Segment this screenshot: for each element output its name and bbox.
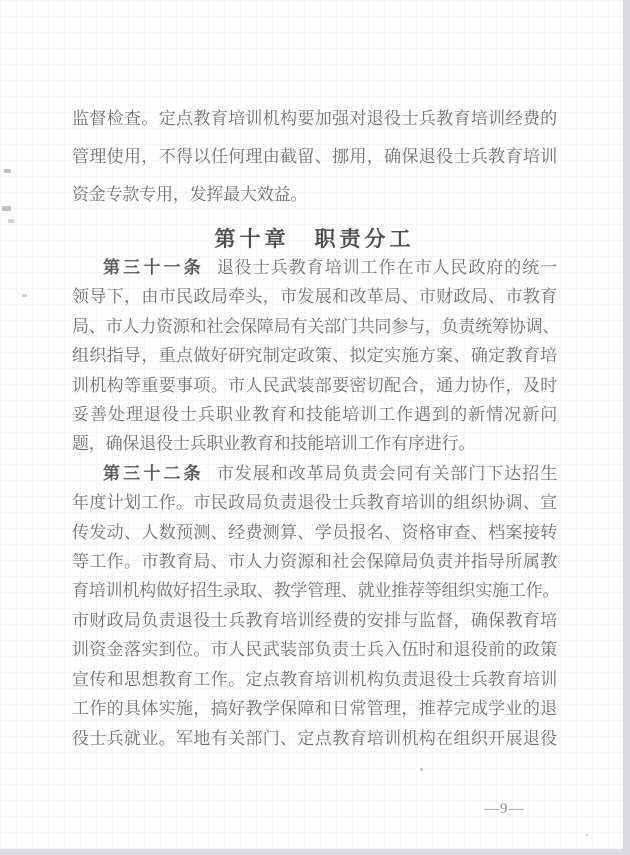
- text-line: 妥善处理退役士兵职业教育和技能培训工作遇到的新情况新问: [72, 405, 557, 425]
- page-edge-bottom: [0, 849, 630, 855]
- scan-speck: [585, 834, 589, 836]
- article-32-first-line: 市发展和改革局负责会同有关部门下达招生: [216, 463, 557, 483]
- scan-speck: [8, 219, 14, 223]
- text-line: 局、市人力资源和社会保障局有关部门共同参与，负责统筹协调、: [72, 316, 560, 336]
- scan-speck: [2, 206, 11, 211]
- text-line: 题，确保退役士兵职业教育和技能培训工作有序进行。: [72, 434, 476, 454]
- text-line: 传发动、人数预测、经费测算、学员报名、资格审查、档案接转: [72, 522, 557, 542]
- text-line: 管理使用，不得以任何理由截留、挪用，确保退役士兵教育培训: [72, 147, 557, 166]
- text-line: 工作的具体实施，搞好教学保障和日常管理，推荐完成学业的退: [72, 699, 557, 719]
- text-line: 役士兵就业。军地有关部门、定点教育培训机构在组织开展退役: [72, 728, 557, 748]
- text-line: 训资金落实到位。市人民武装部负责士兵入伍时和退役前的政策: [72, 640, 557, 660]
- page-edge-right: [623, 0, 630, 855]
- text-line: 组织指导，重点做好研究制定政策、拟定实施方案、确定教育培: [72, 346, 557, 366]
- chapter-heading: 第十章 职责分工: [214, 227, 415, 251]
- text-line: [72, 253, 557, 282]
- text-line: 领导下，由市民政局牵头，市发展和改革局、市财政局、市教育: [72, 287, 557, 307]
- continuation-paragraph: [72, 100, 557, 214]
- scan-speck: [22, 294, 27, 297]
- text-line: 育培训机构做好招生录取、教学管理、就业推荐等组织实施工作。: [72, 581, 560, 601]
- body-text: [72, 253, 560, 753]
- text-line: 市财政局负责退役士兵教育培训经费的安排与监督，确保教育培: [72, 610, 557, 630]
- text-line: 宣传和思想教育工作。定点教育培训机构负责退役士兵教育培训: [72, 669, 557, 689]
- article-31-first-line: 退役士兵教育培训工作在市人民政府的统一: [216, 258, 557, 277]
- page-number: —9—: [484, 801, 525, 817]
- text-line: 训机构等重要事项。市人民武装部要密切配合，通力协作，及时: [72, 375, 557, 395]
- text-line: 资金专款专用，发挥最大效益。: [72, 185, 308, 204]
- scan-speck: [420, 768, 423, 771]
- text-line: [72, 459, 557, 488]
- text-line: 等工作。市教育局、市人力资源和社会保障局负责并指导所属教: [72, 552, 557, 572]
- article-number-32: 第三十二条: [103, 463, 204, 483]
- article-number-31: 第三十一条: [103, 258, 204, 277]
- scan-speck: [4, 169, 11, 173]
- text-line: 监督检查。定点教育培训机构要加强对退役士兵教育培训经费的: [72, 109, 557, 128]
- text-line: 年度计划工作。市民政局负责退役士兵教育培训的组织协调、宣: [72, 493, 557, 513]
